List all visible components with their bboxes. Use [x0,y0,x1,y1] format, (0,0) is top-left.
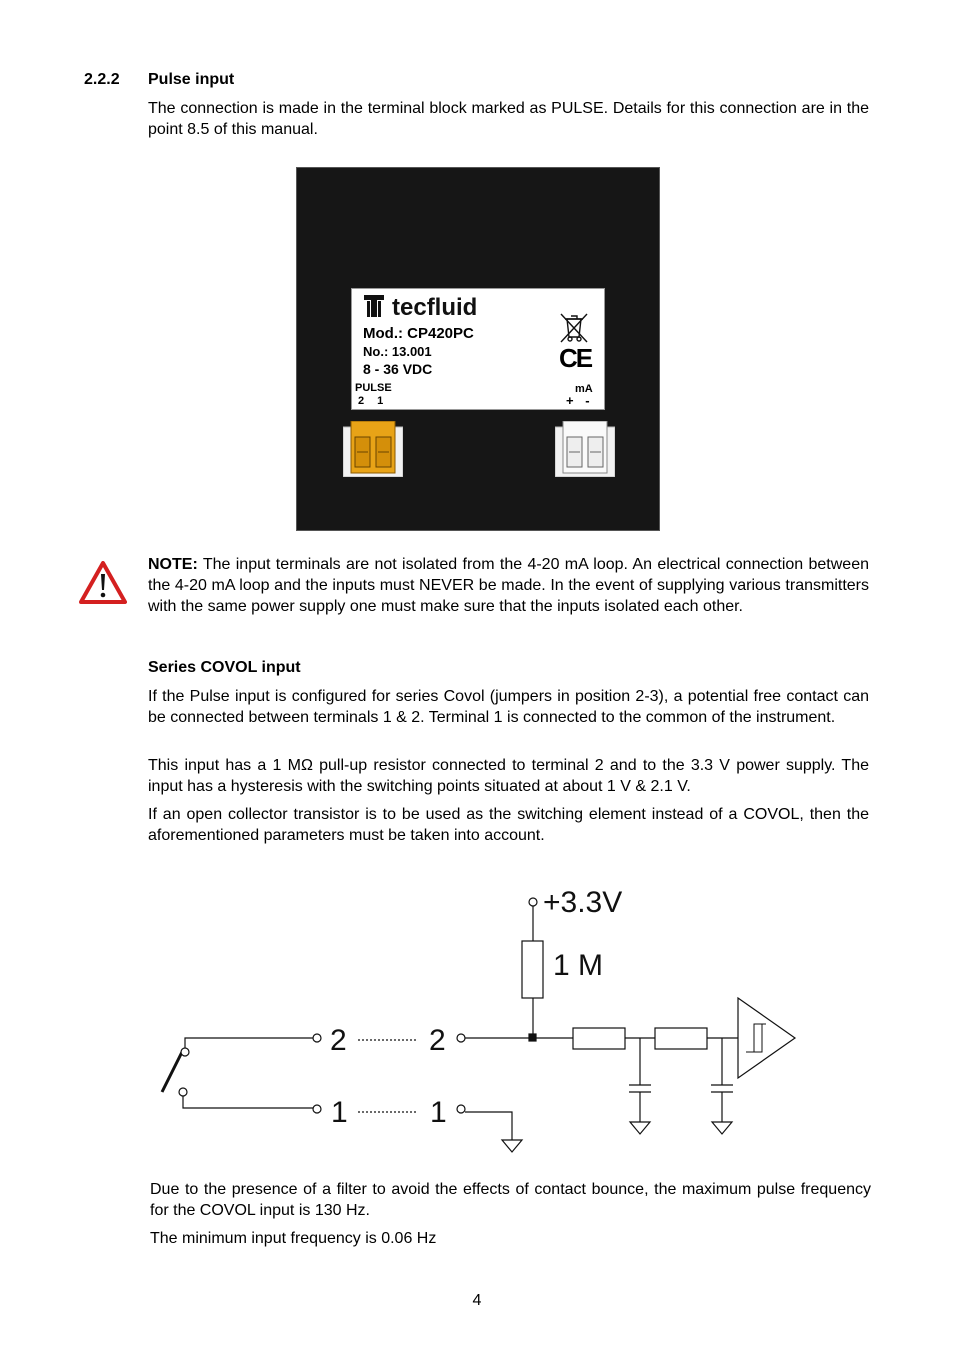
pulse-terminal-label: PULSE [355,382,392,394]
voltage-text: 8 - 36 VDC [363,361,433,377]
ma-terminal-label: mA [575,383,593,395]
serial-text: No.: 13.001 [363,344,432,359]
brand-text: tecfluid [392,294,478,321]
model-text: Mod.: CP420PC [363,325,474,342]
left-terminal-1-label: 1 [331,1096,348,1129]
covol-switch [162,1052,182,1092]
supply-voltage-label: +3.3V [543,886,623,919]
covol-paragraph-3: If an open collector transistor is to be used as the switching element instead of a COVOL, then the aforementioned parameters must be taken into account. [148,806,869,844]
junction-dot [529,1034,536,1041]
section-title: Pulse input [148,71,235,88]
intro-paragraph: The connection is made in the terminal block marked as PULSE. Details for this connection are in the point 8.5 of this manual. [148,100,869,138]
filter-resistor-2 [655,1028,707,1049]
ma-terminal-block [555,421,615,477]
pulse-terminal-numbers: 2 1 [358,395,384,407]
left-terminal-1 [313,1105,321,1113]
filter-capacitor-1-ground [630,1122,650,1134]
warning-triangle-icon [79,561,127,604]
section-number: 2.2.2 [84,71,120,88]
series-covol-title: Series COVOL input [148,659,301,676]
right-terminal-2-label: 2 [429,1024,446,1057]
weee-bin-icon [558,311,590,345]
covol-paragraph-1: If the Pulse input is configured for series Covol (jumpers in position 2-3), a potential free contact can be connected between terminals 1 & 2. Terminal 1 is connected to the common of the instrument. [148,688,869,726]
resistor-value-label: 1 M [553,949,604,982]
pullup-resistor [522,941,543,998]
min-frequency-paragraph: The minimum input frequency is 0.06 Hz [150,1230,437,1247]
left-terminal-2-label: 2 [330,1024,347,1057]
ground-symbol [502,1140,522,1152]
ce-mark-icon: CE [559,343,592,373]
page-number: 4 [472,1292,482,1309]
filter-resistor-1 [573,1028,625,1049]
filter-capacitor-2-ground [712,1122,732,1134]
ma-terminal-polarity: + - [566,393,590,408]
input-circuit-diagram [150,872,810,1162]
right-terminal-1 [457,1105,465,1113]
covol-paragraph-2: This input has a 1 MΩ pull-up resistor connected to terminal 2 and to the 3.3 V power supply. The input has a hysteresis with the switching points situated at about 1 V & 2.1 V. [148,757,869,795]
right-terminal-1-label: 1 [430,1096,447,1129]
right-terminal-2 [457,1034,465,1042]
left-terminal-2 [313,1034,321,1042]
supply-terminal [529,898,537,906]
note-paragraph [148,554,869,617]
note-label: NOTE: [148,556,198,573]
tecfluid-logo [362,291,532,321]
pulse-terminal-block [343,421,403,477]
filter-paragraph: Due to the presence of a filter to avoid the effects of contact bounce, the maximum pulse frequency for the COVOL input is 130 Hz. [150,1181,871,1219]
note-text: The input terminals are not isolated from the 4-20 mA loop. An electrical connection between the 4-20 mA loop and the inputs must NEVER be made. In the event of supplying various transmitters with the same power supply one must make sure that the inputs isolated each other. [148,556,869,615]
schmitt-trigger [738,998,795,1078]
